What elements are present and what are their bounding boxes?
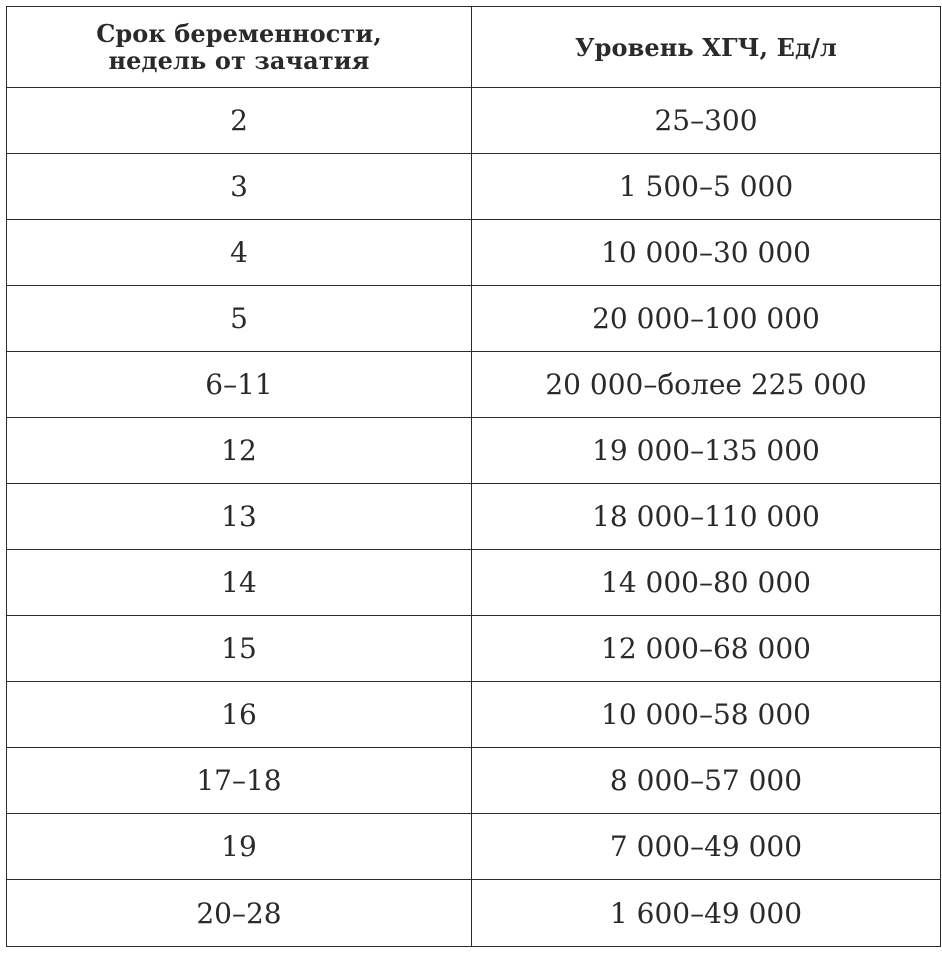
hcg-level-cell: 10 000–30 000: [472, 220, 941, 286]
weeks-cell: 2: [7, 88, 472, 154]
table-row: [7, 616, 941, 682]
table-row: [7, 880, 941, 947]
header-pregnancy-term-line2: недель от зачатия: [108, 46, 370, 75]
header-row: [7, 7, 941, 88]
weeks-cell: 15: [7, 616, 472, 682]
table-row: [7, 814, 941, 880]
table-row: [7, 550, 941, 616]
header-hcg-level: Уровень ХГЧ, Ед/л: [472, 7, 941, 88]
hcg-level-cell: 14 000–80 000: [472, 550, 941, 616]
table-row: [7, 154, 941, 220]
weeks-cell: 4: [7, 220, 472, 286]
weeks-cell: 19: [7, 814, 472, 880]
table-header: [7, 7, 941, 88]
hcg-level-cell: 25–300: [472, 88, 941, 154]
weeks-cell: 20–28: [7, 880, 472, 947]
weeks-cell: 13: [7, 484, 472, 550]
weeks-cell: 12: [7, 418, 472, 484]
table-row: [7, 748, 941, 814]
table-row: [7, 88, 941, 154]
weeks-cell: 6–11: [7, 352, 472, 418]
hcg-level-cell: 7 000–49 000: [472, 814, 941, 880]
hcg-level-cell: 18 000–110 000: [472, 484, 941, 550]
hcg-levels-table: [6, 6, 941, 947]
hcg-level-cell: 20 000–более 225 000: [472, 352, 941, 418]
hcg-level-cell: 20 000–100 000: [472, 286, 941, 352]
weeks-cell: 5: [7, 286, 472, 352]
table-row: [7, 352, 941, 418]
hcg-level-cell: 10 000–58 000: [472, 682, 941, 748]
hcg-level-cell: 1 500–5 000: [472, 154, 941, 220]
hcg-level-cell: 8 000–57 000: [472, 748, 941, 814]
table-row: [7, 418, 941, 484]
header-pregnancy-term-line1: Срок беременности,: [96, 19, 382, 48]
table-row: [7, 286, 941, 352]
hcg-level-cell: 19 000–135 000: [472, 418, 941, 484]
weeks-cell: 16: [7, 682, 472, 748]
weeks-cell: 14: [7, 550, 472, 616]
table-body: [7, 88, 941, 947]
weeks-cell: 17–18: [7, 748, 472, 814]
weeks-cell: 3: [7, 154, 472, 220]
table-row: [7, 220, 941, 286]
hcg-level-cell: 12 000–68 000: [472, 616, 941, 682]
hcg-level-cell: 1 600–49 000: [472, 880, 941, 947]
table-row: [7, 484, 941, 550]
header-pregnancy-term: [7, 7, 472, 88]
table-row: [7, 682, 941, 748]
